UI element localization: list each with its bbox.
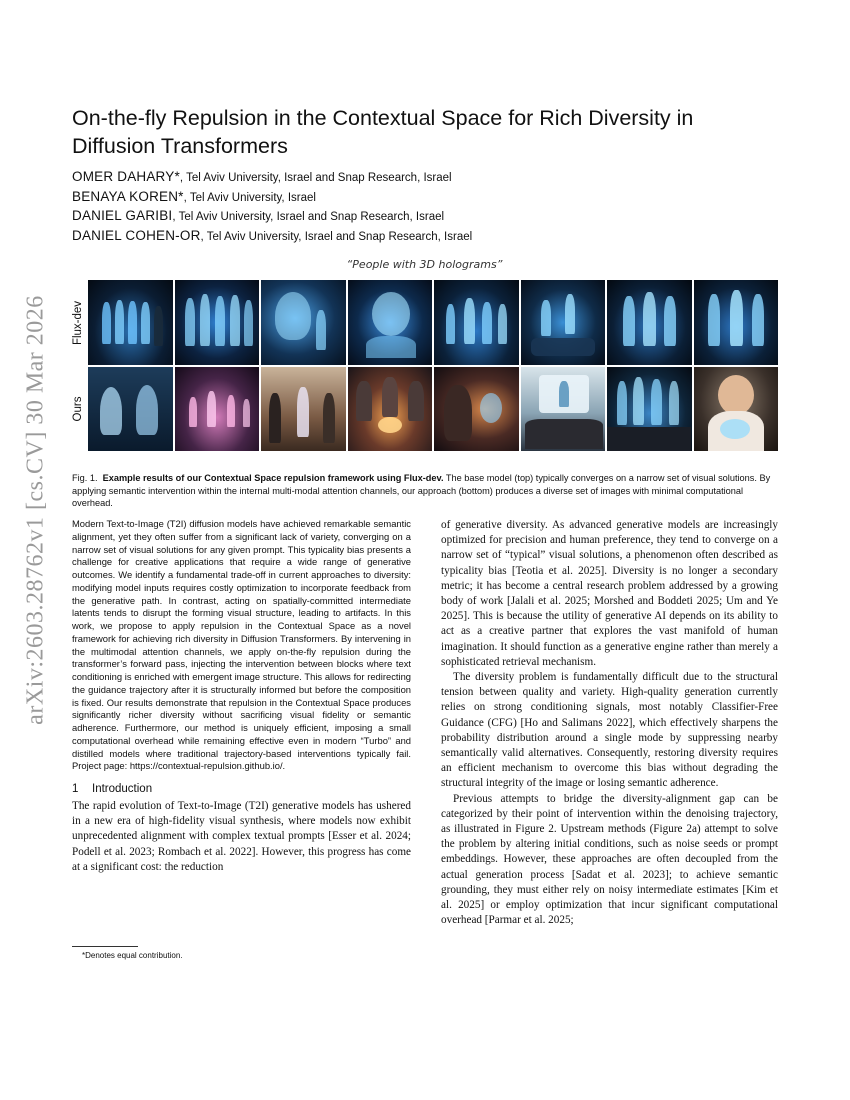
hologram-image <box>521 367 606 452</box>
hologram-image <box>88 280 173 365</box>
intro-paragraph: Previous attempts to bridge the diversity-alignment gap can be categorized by their point of intervention within the denoising trajectory, as illustrated in Figure 2. Upstream methods (Figure 2a) attempt to solve the problem by altering initial conditions, such as noise seeds or prompt embeddings. However, these approaches are often decoupled from the actual generation process [Sadat et al. 2023]; to achieve semantic grounding, they must either rely on noisy intermediate estimates [Kim et al. 2025] or employ optimization that incur significant computational overhead [Parmar et al. 2025; <box>441 792 778 927</box>
row-label-baseline: Flux-dev <box>72 300 84 345</box>
hologram-image <box>88 367 173 452</box>
author-affiliation: , Tel Aviv University, Israel and Snap Research, Israel <box>179 172 452 184</box>
hologram-image <box>434 280 519 365</box>
author-list <box>72 168 772 246</box>
hologram-image <box>348 367 433 452</box>
author-name: DANIEL GARIBI <box>72 208 173 223</box>
figure-caption-text: The base model (top) typically converges on a narrow set of visual solutions. By applying semantic intervention within the internal multi-modal attention channels, our approach (bottom) produces a diverse set of images with minimal computational overhead. <box>72 473 771 508</box>
figure-caption <box>72 472 778 510</box>
hologram-image <box>261 280 346 365</box>
footnote: *Denotes equal contribution. <box>82 951 183 960</box>
arxiv-identifier: arXiv:2603.28762v1 [cs.CV] 30 Mar 2026 <box>22 295 49 725</box>
section-number: 1 <box>72 783 79 795</box>
figure-prompt: “People with 3D holograms” <box>346 258 503 271</box>
hologram-image <box>175 280 260 365</box>
author-entry <box>72 188 772 208</box>
left-column <box>72 518 411 875</box>
author-entry <box>72 168 772 188</box>
figure-image-grid <box>88 280 776 452</box>
right-column <box>441 518 778 928</box>
row-label-ours: Ours <box>72 396 84 421</box>
hologram-image <box>521 280 606 365</box>
intro-paragraph: The diversity problem is fundamentally difficult due to the structural tension between quality and variety. High-quality generation currently relies on strong conditioning signals, most notably Classifier-Free Guidance (CFG) [Ho and Salimans 2022], which effectively sharpens the probability distribution around a single mode by suppressing nearby semantically valid alternatives. Consequently, restoring diversity requires an efficient mechanism to overcome this bias without degrading the structural integrity of the image or losing semantic adherence. <box>441 671 778 790</box>
intro-paragraph: of generative diversity. As advanced generative models are increasingly optimized for precision and human preference, they tend to converge on a narrow set of “typical” visual solutions, a phenomenon often described as typicality bias [Teotia et al. 2025]. Diversity is no longer a secondary metric; it has become a central research problem addressed by a growing body of work [Jalali et al. 2025; Morshed and Boddeti 2025; Um and Ye 2025]. This is because the utility of generative AI depends on its ability to act as a creative partner that explores the vast manifold of human imagination. It should function as a generative engine rather than merely a sophisticated retrieval mechanism. <box>441 519 778 668</box>
arxiv-watermark <box>20 295 52 725</box>
paper-title: On-the-fly Repulsion in the Contextual Space for Rich Diversity in Diffusion Transformers <box>72 106 694 158</box>
hologram-image <box>434 367 519 452</box>
author-name: DANIEL COHEN-OR <box>72 227 201 243</box>
author-entry <box>72 207 772 227</box>
intro-paragraph: The rapid evolution of Text-to-Image (T2I) generative models has ushered in a new era of high-fidelity visual synthesis, where models now exhibit unprecedented alignment with complex textual prompts [Esser et al. 2024; Podell et al. 2023; Rombach et al. 2022]. However, this progress has come at a significant cost: the reduction <box>72 800 411 873</box>
author-name: OMER DAHARY* <box>72 169 180 184</box>
author-affiliation: , Tel Aviv University, Israel and Snap Research, Israel <box>200 230 473 243</box>
author-affiliation: , Tel Aviv University, Israel <box>183 191 316 204</box>
author-affiliation: , Tel Aviv University, Israel and Snap Research, Israel <box>172 211 445 223</box>
section-title: Introduction <box>92 783 153 795</box>
figure-label: Fig. 1. <box>72 473 98 483</box>
author-entry <box>72 227 772 247</box>
author-name: BENAYA KOREN* <box>72 188 184 204</box>
hologram-image <box>694 280 779 365</box>
hologram-image <box>607 367 692 452</box>
hologram-image <box>348 280 433 365</box>
footnote-divider <box>72 946 138 947</box>
section-heading <box>72 783 411 795</box>
hologram-image <box>175 367 260 452</box>
hologram-image <box>261 367 346 452</box>
abstract: Modern Text-to-Image (T2I) diffusion models have achieved remarkable semantic alignment, yet they often suffer from a significant lack of variety, converging on a narrow set of visual solutions for any given prompt. This typicality bias presents a challenge for creative applications that require a wide range of generative outcomes. We identify a fundamental trade-off in current approaches to diversity: modifying model inputs requires costly optimization to incorporate feedback from the generative path. In contrast, acting on spatially-committed intermediate latents tends to disrupt the forming visual structure, leading to artifacts. In this work, we propose to apply repulsion in the Contextual Space as a novel framework for achieving rich diversity in Diffusion Transformers. By intervening in the multimodal attention channels, we apply on-the-fly repulsion during the transformer’s forward pass, injecting the intervention between blocks where text conditioning is enriched with emergent image structure. This allows for redirecting the guidance trajectory after it is structurally informed but before the composition is fixed. Our results demonstrate that repulsion in the Contextual Space produces significantly richer diversity without sacrificing visual fidelity or semantic adherence. Furthermore, our method is uniquely efficient, imposing a small computational overhead while remaining effective even in modern “Turbo” and distilled models where traditional trajectory-based interventions typically fail. Project page: https://contextual-repulsion.github.io/. <box>72 518 411 772</box>
hologram-image <box>694 367 779 452</box>
hologram-image <box>607 280 692 365</box>
figure-caption-bold: Example results of our Contextual Space repulsion framework using Flux-dev. <box>102 473 444 483</box>
